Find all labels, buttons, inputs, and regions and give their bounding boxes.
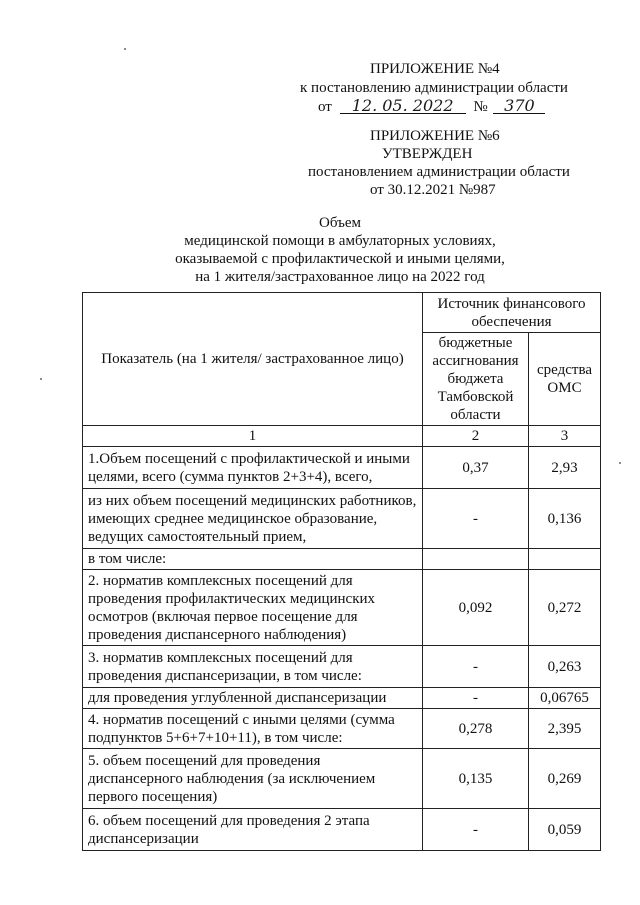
funding-source-header: Источник финансового обеспечения xyxy=(423,293,601,333)
column-number: 2 xyxy=(423,426,529,447)
decree-admin-line: к постановлению администрации области xyxy=(300,80,568,96)
row-label: в том числе: xyxy=(83,549,423,570)
volume-table xyxy=(82,292,601,851)
budget-value: - xyxy=(423,809,529,851)
table-row xyxy=(83,809,601,851)
budget-value xyxy=(423,549,529,570)
oms-value: 0,059 xyxy=(529,809,601,851)
budget-value: - xyxy=(423,646,529,688)
row-label: 2. норматив комплексных посещений для проведения профилактических медицинских осмотров (включая первое посещение для проведения диспансерного наблюдения) xyxy=(83,570,423,646)
title-line-1: Объем xyxy=(319,215,361,231)
title-line-2: медицинской помощи в амбулаторных условиях, xyxy=(184,233,496,249)
budget-value: - xyxy=(423,688,529,709)
column-number: 1 xyxy=(83,426,423,447)
column-number: 3 xyxy=(529,426,601,447)
row-label: 6. объем посещений для проведения 2 этапа диспансеризации xyxy=(83,809,423,851)
budget-value: 0,37 xyxy=(423,447,529,489)
oms-value: 0,136 xyxy=(529,489,601,549)
table-row xyxy=(83,749,601,809)
oms-value: 0,06765 xyxy=(529,688,601,709)
budget-value: 0,278 xyxy=(423,709,529,749)
approved-date-line: от 30.12.2021 №987 xyxy=(370,182,496,198)
appendix-4-label: ПРИЛОЖЕНИЕ №4 xyxy=(370,61,500,77)
decree-date-line xyxy=(318,96,541,117)
budget-value: 0,092 xyxy=(423,570,529,646)
table-row xyxy=(83,549,601,570)
handwritten-number: 370 xyxy=(497,96,541,115)
table-header-row xyxy=(83,293,601,333)
handwritten-date: 12. 05. 2022 xyxy=(344,96,462,115)
scan-speck xyxy=(40,378,42,380)
oms-value: 2,395 xyxy=(529,709,601,749)
row-label: 5. объем посещений для проведения диспансерного наблюдения (за исключением первого посещения) xyxy=(83,749,423,809)
table-row xyxy=(83,646,601,688)
scan-speck xyxy=(124,48,126,50)
scan-speck xyxy=(619,462,621,464)
oms-value: 0,269 xyxy=(529,749,601,809)
title-line-4: на 1 жителя/застрахованное лицо на 2022 год xyxy=(195,269,485,285)
row-label: из них объем посещений медицинских работников, имеющих среднее медицинское образование, ведущих самостоятельный прием, xyxy=(83,489,423,549)
row-label: для проведения углубленной диспансеризации xyxy=(83,688,423,709)
table-row xyxy=(83,570,601,646)
table-row xyxy=(83,709,601,749)
approved-by-line: постановлением администрации области xyxy=(308,164,570,180)
approved-label: УТВЕРЖДЕН xyxy=(382,146,473,162)
title-line-3: оказываемой с профилактической и иными целями, xyxy=(175,251,505,267)
oms-value: 0,263 xyxy=(529,646,601,688)
number-label: № xyxy=(473,99,488,115)
oms-value xyxy=(529,549,601,570)
row-label: 1.Объем посещений с профилактической и иными целями, всего (сумма пунктов 2+3+4), всего, xyxy=(83,447,423,489)
budget-value: 0,135 xyxy=(423,749,529,809)
row-label: 4. норматив посещений с иными целями (сумма подпунктов 5+6+7+10+11), в том числе: xyxy=(83,709,423,749)
table-row xyxy=(83,447,601,489)
budget-value: - xyxy=(423,489,529,549)
oms-value: 0,272 xyxy=(529,570,601,646)
oms-value: 2,93 xyxy=(529,447,601,489)
table-row xyxy=(83,489,601,549)
indicator-header: Показатель (на 1 жителя/ застрахованное лицо) xyxy=(83,293,423,426)
table-row xyxy=(83,688,601,709)
from-label: от xyxy=(318,99,332,115)
appendix-6-label: ПРИЛОЖЕНИЕ №6 xyxy=(370,128,500,144)
oms-header: средства ОМС xyxy=(529,333,601,426)
budget-header: бюджетные ассигнования бюджета Тамбовской области xyxy=(423,333,529,426)
row-label: 3. норматив комплексных посещений для проведения диспансеризации, в том числе: xyxy=(83,646,423,688)
column-number-row xyxy=(83,426,601,447)
